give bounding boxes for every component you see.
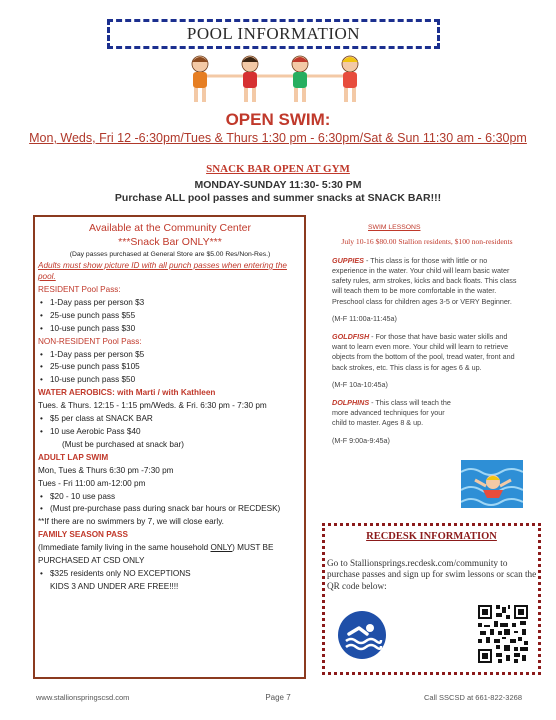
resident-pass-heading: RESIDENT Pool Pass:: [38, 285, 121, 294]
list-item: • 10 use Aerobic Pass $40: [38, 426, 302, 439]
footer-phone: Call SSCSD at 661-822-3268: [424, 693, 522, 702]
kids-holding-hands-icon: [180, 52, 372, 106]
nonresident-pass-heading: NON-RESIDENT Pool Pass:: [38, 336, 142, 346]
water-aerobics-heading: WATER AEROBICS: with Marti / with Kathleen: [38, 388, 216, 398]
list-item: • 10-use punch pass $30: [38, 323, 302, 336]
qr-code-icon[interactable]: [478, 605, 528, 663]
community-center-content: [38, 221, 302, 594]
family-pass-description: (Immediate family living in the same household ONLY) MUST BE PURCHASED AT CSD ONLY: [38, 543, 274, 566]
list-item: • $325 residents only NO EXCEPTIONS: [38, 568, 302, 581]
goldfish-description: GOLDFISH - For those that have basic water skills and want to learn even more. Your child will learn to retrieve objects from the bottom of the pool, tread water, front and back strokes, etc. This class is for ages 6 & up.: [332, 331, 515, 372]
lap-swim-time: Mon, Tues & Thurs 6:30 pm -7:30 pm: [38, 465, 174, 475]
list-item: • 1-Day pass per person $5: [38, 349, 302, 362]
snack-bar-hours: MONDAY-SUNDAY 11:30- 5:30 PM: [194, 179, 362, 191]
snack-bar-title: SNACK BAR OPEN AT GYM: [206, 163, 350, 175]
kids-free-note: KIDS 3 AND UNDER ARE FREE!!!!: [50, 581, 179, 591]
swimmer-logo-icon: [337, 610, 387, 660]
day-pass-note: (Day passes purchased at General Store are $5.00 Res/Non-Res.): [69, 251, 271, 258]
lap-swim-note: **If there are no swimmers by 7, we will close early.: [38, 517, 224, 527]
footer-website[interactable]: www.stallionspringscsd.com: [36, 693, 130, 702]
lap-swim-heading: ADULT LAP SWIM: [38, 452, 109, 462]
swim-lessons-heading: SWIM LESSONS: [368, 224, 421, 231]
id-requirement-note: Adults must show picture ID with all punch passes when entering the pool.: [38, 261, 287, 281]
list-item: • $5 per class at SNACK BAR: [38, 413, 302, 426]
swimmer-photo-icon: [461, 460, 523, 508]
list-item: • (Must pre-purchase pass during snack bar hours or RECDESK): [38, 503, 302, 516]
recdesk-title: RECDESK INFORMATION: [366, 531, 497, 542]
open-swim-heading: OPEN SWIM:: [225, 110, 331, 129]
page-title: POOL INFORMATION: [186, 24, 361, 43]
recdesk-instructions: Go to Stallionsprings.recdesk.com/community to purchase passes and sign up for swim lessons or scan the QR code below:: [327, 558, 537, 591]
swim-lessons-dates: July 10-16 $80.00 Stallion residents, $100 non-residents: [341, 237, 513, 247]
snack-bar-only-subtitle: ***Snack Bar ONLY***: [118, 236, 222, 248]
aerobics-note: (Must be purchased at snack bar): [62, 439, 184, 449]
lap-swim-time: Tues - Fri 11:00 am-12:00 pm: [38, 478, 146, 488]
dolphins-time: (M-F 9:00a-9:45a): [332, 435, 390, 445]
guppies-description: GUPPIES - This class is for those with little or no experience in the water. Your child will learn basic water safety rules, arm strokes, kicks and back floats. This class will teach them to be more comfortable in the water. Preschool class for children ages 3-5 or VERY Beginner.: [332, 255, 517, 306]
dolphins-description: DOLPHINS - This class will teach the more advanced techniques for your child to master. Ages 8 & up.: [332, 397, 451, 428]
goldfish-time: (M-F 10a-10:45a): [332, 379, 388, 389]
list-item: • 25-use punch pass $105: [38, 361, 302, 374]
page-number: Page 7: [265, 693, 291, 702]
family-pass-heading: FAMILY SEASON PASS: [38, 530, 128, 540]
open-swim-schedule: Mon, Weds, Fri 12 -6:30pm/Tues & Thurs 1:30 pm - 6:30pm/Sat & Sun 11:30 am - 6:30pm: [29, 131, 527, 145]
swim-lessons-section: [332, 223, 522, 446]
list-item: • 10-use punch pass $50: [38, 374, 302, 387]
list-item: • $20 - 10 use pass: [38, 491, 302, 504]
community-center-title: Available at the Community Center: [88, 222, 252, 234]
list-item: • 1-Day pass per person $3: [38, 297, 302, 310]
snack-bar-purchase-note: Purchase ALL pool passes and summer snacks at SNACK BAR!!!: [114, 192, 442, 204]
water-aerobics-times: Tues. & Thurs. 12:15 - 1:15 pm/Weds. & Fri. 6:30 pm - 7:30 pm: [38, 401, 267, 411]
list-item: • 25-use punch pass $55: [38, 310, 302, 323]
guppies-time: (M-F 11:00a-11:45a): [332, 313, 397, 323]
